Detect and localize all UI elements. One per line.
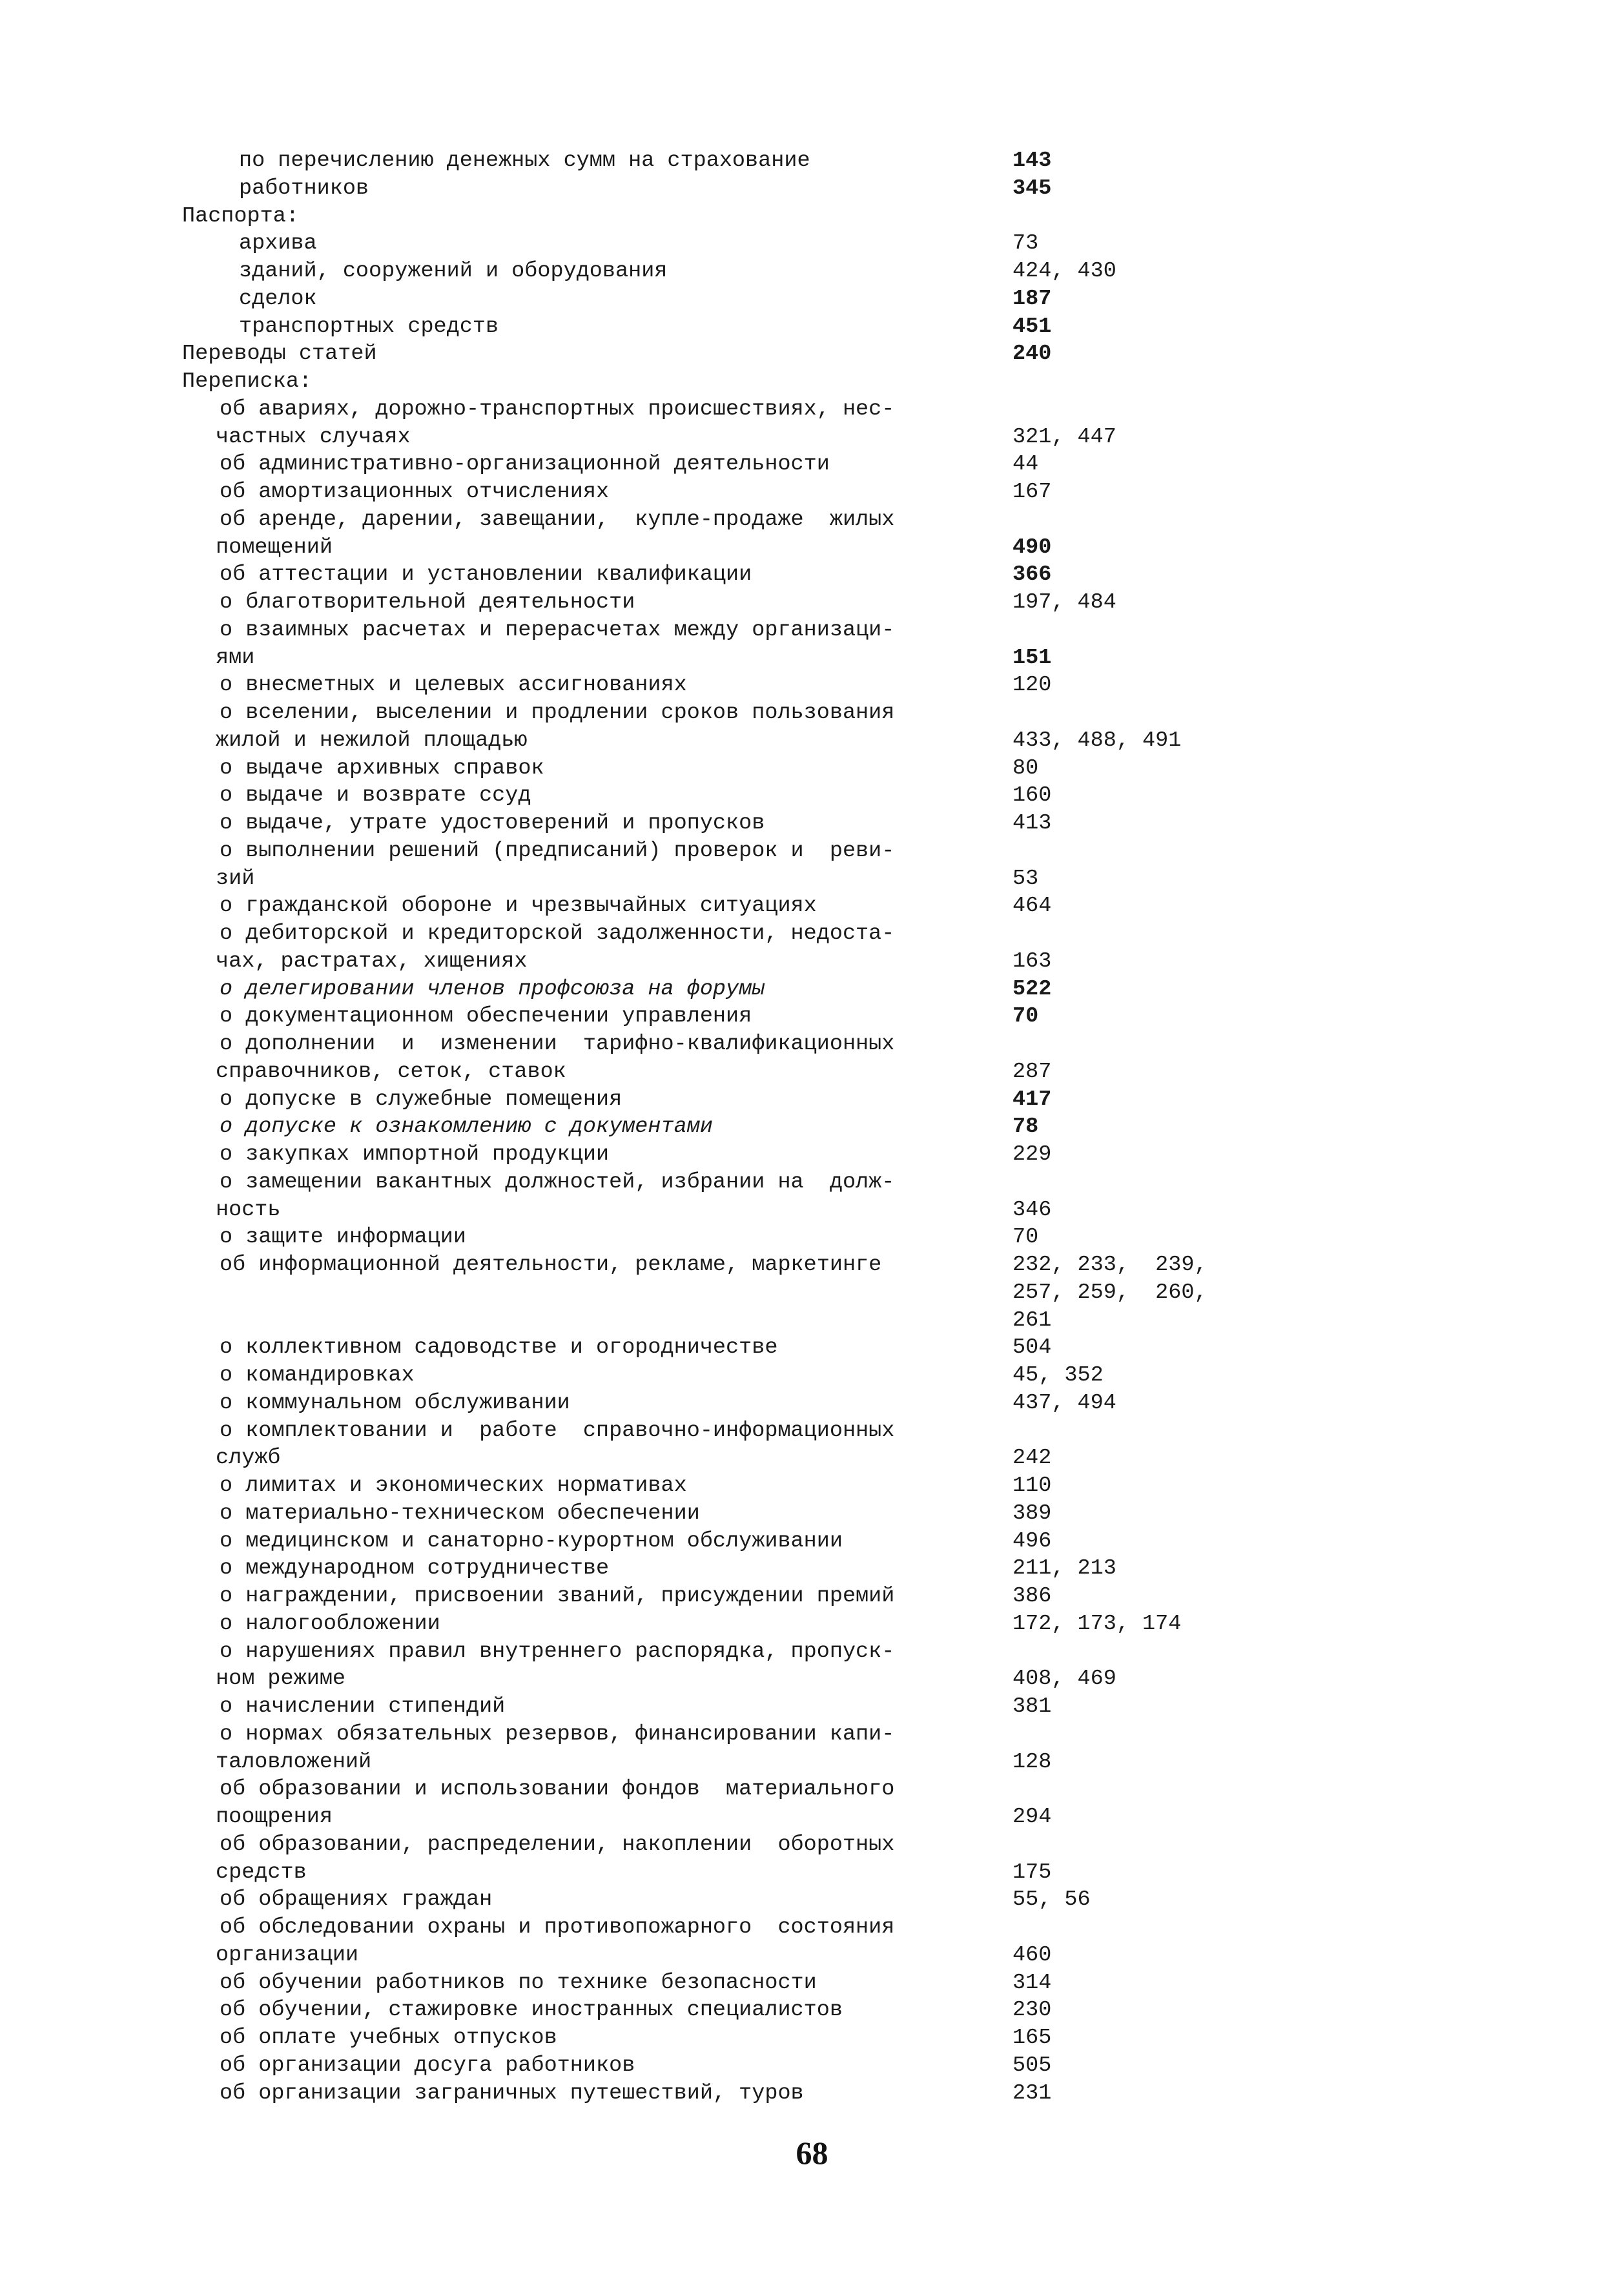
index-entry-pages: 496 [1012, 1528, 1052, 1554]
index-entry-label: Переписка: [182, 369, 313, 394]
index-entry-label: чах, растратах, хищениях [216, 949, 528, 974]
index-entry [180, 1693, 1316, 1721]
index-entry [180, 976, 1316, 1003]
index-entry-label: о нарушениях правил внутреннего распорядка, пропуск- [220, 1639, 895, 1664]
index-entry-label: о делегировании членов профсоюза на форумы [220, 976, 765, 1001]
index-entry-label: ями [216, 645, 255, 670]
index-entry [180, 368, 1316, 396]
index-entry-pages: 232, 233, 239, [1012, 1253, 1208, 1277]
index-entry-label: о материально-техническом обеспечении [220, 1501, 700, 1526]
index-entry [180, 672, 1316, 699]
index-entry [180, 727, 1316, 755]
index-entry [180, 2024, 1316, 2052]
index-entry-label: поощрения [216, 1805, 333, 1829]
index-entry-label: об обучении работников по технике безопасности [220, 1970, 817, 1995]
index-entry [180, 1307, 1316, 1335]
index-entry [180, 920, 1316, 948]
page-number: 68 [796, 2135, 828, 2171]
index-entry [180, 1997, 1316, 2024]
index-entry [180, 1776, 1316, 1803]
index-entry [180, 1831, 1316, 1859]
index-entry [180, 1942, 1316, 1969]
index-entry-pages: 229 [1012, 1142, 1052, 1167]
index-entry [180, 1803, 1316, 1831]
index-entry-label: о международном сотрудничестве [220, 1556, 610, 1581]
index-entry-label: Паспорта: [182, 203, 299, 229]
index-entry-pages: 464 [1012, 894, 1052, 919]
index-entry-pages: 230 [1012, 1998, 1052, 2023]
index-entry [180, 2080, 1316, 2108]
index-entry [180, 1251, 1316, 1279]
index-entry [180, 1169, 1316, 1196]
index-entry [180, 340, 1316, 368]
index-entry-label: сделок [239, 286, 317, 311]
index-entry [180, 285, 1316, 313]
index-entry-label: о коммунальном обслуживании [220, 1390, 570, 1415]
index-entry-pages: 242 [1012, 1446, 1052, 1471]
index-entry [180, 1362, 1316, 1390]
index-entry [180, 175, 1316, 203]
index-entry-label: о выдаче и возврате ссуд [220, 783, 531, 808]
index-entry [180, 396, 1316, 424]
index-entry [180, 1031, 1316, 1058]
index-entry-pages: 417 [1012, 1087, 1052, 1112]
index-entry-label: жилой и нежилой площадью [216, 728, 528, 753]
index-entry-pages: 128 [1012, 1749, 1052, 1774]
index-entry-label: об обращениях граждан [220, 1887, 493, 1913]
index-entry [180, 644, 1316, 672]
index-entry-label: об образовании, распределении, накоплении оборотных [220, 1832, 895, 1857]
index-entry-label: о начислении стипендий [220, 1694, 506, 1719]
index-entry [180, 230, 1316, 258]
index-entry-pages: 366 [1012, 562, 1052, 588]
index-entry [180, 2052, 1316, 2080]
index-entry-pages: 45, 352 [1012, 1363, 1104, 1388]
index-entry [180, 1058, 1316, 1086]
index-entry-pages: 110 [1012, 1474, 1052, 1498]
index-entry-label: об организации заграничных путешествий, туров [220, 2080, 804, 2106]
index-entry-pages: 424, 430 [1012, 259, 1116, 283]
index-entry-label: о награждении, присвоении званий, присуждении премий [220, 1584, 895, 1608]
index-entry [180, 1003, 1316, 1031]
index-entry-pages: 386 [1012, 1584, 1052, 1608]
index-entry [180, 1224, 1316, 1251]
index-entry-pages: 345 [1012, 176, 1052, 201]
index-entry-label: о вселении, выселении и продлении сроков пользования [220, 701, 895, 725]
index-entry-pages: 460 [1012, 1942, 1052, 1967]
index-entry-label: о взаимных расчетах и перерасчетах между организаци- [220, 617, 895, 642]
index-entry [180, 617, 1316, 644]
index-entry-pages: 55, 56 [1012, 1887, 1091, 1913]
index-entry-pages: 197, 484 [1012, 590, 1116, 615]
index-entry [180, 424, 1316, 451]
index-entry [180, 837, 1316, 865]
index-entry-label: о закупках импортной продукции [220, 1142, 610, 1167]
index-entry-label: Переводы статей [182, 342, 377, 367]
index-entry-label: справочников, сеток, ставок [216, 1059, 566, 1084]
index-entry-pages: 175 [1012, 1860, 1052, 1885]
index-entry-label: о лимитах и экономических нормативах [220, 1474, 687, 1498]
index-entry-label: об авариях, дорожно-транспортных происшествиях, нес- [220, 396, 895, 422]
index-entry [180, 1859, 1316, 1887]
index-entry [180, 1196, 1316, 1224]
index-entry [180, 1721, 1316, 1749]
index-entry-label: организации [216, 1942, 359, 1967]
index-entry-label: о защите информации [220, 1225, 466, 1250]
index-entry-label: об оплате учебных отпусков [220, 2026, 557, 2050]
index-entry [180, 782, 1316, 810]
index-entry-label: об амортизационных отчислениях [220, 480, 610, 504]
index-entry-pages: 78 [1012, 1114, 1039, 1140]
index-entry-pages: 187 [1012, 286, 1052, 311]
index-entry [180, 1969, 1316, 1997]
index-entry-label: работников [239, 176, 369, 201]
index-entry [180, 1444, 1316, 1472]
index-entry [180, 1113, 1316, 1141]
index-entry-label: о выдаче архивных справок [220, 755, 544, 781]
index-entry [180, 534, 1316, 562]
index-entry-pages: 80 [1012, 755, 1039, 781]
index-entry-pages: 70 [1012, 1004, 1039, 1029]
index-entry-label: о допуске к ознакомлению с документами [220, 1114, 713, 1140]
index-entry-pages: 172, 173, 174 [1012, 1611, 1182, 1636]
subject-index [180, 147, 1316, 2107]
index-entry [180, 1638, 1316, 1666]
index-entry-pages: 389 [1012, 1501, 1052, 1526]
index-entry [180, 1086, 1316, 1114]
index-entry-label: зий [216, 866, 255, 891]
index-entry-label: о гражданской обороне и чрезвычайных ситуациях [220, 894, 817, 919]
index-entry-pages: 44 [1012, 452, 1039, 477]
index-entry-label: частных случаях [216, 424, 411, 449]
index-entry [180, 147, 1316, 175]
index-entry-label: о коллективном садоводстве и огородничестве [220, 1335, 778, 1361]
index-entry-pages: 73 [1012, 231, 1039, 256]
index-entry [180, 1886, 1316, 1914]
index-entry [180, 865, 1316, 893]
index-entry-pages: 261 [1012, 1308, 1052, 1333]
index-entry-label: о медицинском и санаторно-курортном обслуживании [220, 1528, 843, 1554]
index-entry-label: таловложений [216, 1749, 372, 1774]
index-entry [180, 755, 1316, 783]
index-entry-pages: 211, 213 [1012, 1556, 1116, 1581]
index-entry [180, 1500, 1316, 1528]
index-entry-pages: 287 [1012, 1059, 1052, 1084]
index-entry-label: по перечислению денежных сумм на страхование [239, 149, 810, 173]
index-entry-label: о дебиторской и кредиторской задолженности, недоста- [220, 921, 895, 946]
index-entry-pages: 505 [1012, 2053, 1052, 2078]
index-entry-label: о благотворительной деятельности [220, 590, 635, 615]
index-entry-label: о замещении вакантных должностей, избрании на долж- [220, 1169, 895, 1195]
index-entry [180, 478, 1316, 506]
index-entry-label: об информационной деятельности, рекламе, маркетинге [220, 1253, 882, 1277]
index-entry [180, 1528, 1316, 1556]
index-entry [180, 1610, 1316, 1638]
index-entry-label: об обучении, стажировке иностранных специалистов [220, 1998, 843, 2023]
index-entry-label: ном режиме [216, 1667, 346, 1692]
index-entry-label: помещений [216, 535, 333, 560]
index-entry [180, 313, 1316, 341]
index-entry [180, 451, 1316, 478]
index-entry [180, 1141, 1316, 1169]
index-entry-pages: 437, 494 [1012, 1390, 1116, 1415]
index-entry-pages: 504 [1012, 1335, 1052, 1361]
index-entry-label: о командировках [220, 1363, 415, 1388]
index-entry-label: средств [216, 1860, 307, 1885]
index-entry-label: о выполнении решений (предписаний) проверок и реви- [220, 838, 895, 863]
index-entry-pages: 240 [1012, 342, 1052, 367]
index-entry-pages: 257, 259, 260, [1012, 1280, 1208, 1305]
index-entry-pages: 151 [1012, 645, 1052, 670]
index-entry [180, 1665, 1316, 1693]
index-entry-pages: 143 [1012, 149, 1052, 173]
index-entry-label: о налогообложении [220, 1611, 440, 1636]
index-entry-pages: 167 [1012, 480, 1052, 504]
index-entry-label: об обследовании охраны и противопожарного состояния [220, 1915, 895, 1940]
index-entry [180, 948, 1316, 976]
index-entry-pages: 163 [1012, 949, 1052, 974]
index-entry-pages: 160 [1012, 783, 1052, 808]
index-entry-pages: 522 [1012, 976, 1052, 1001]
index-entry-pages: 231 [1012, 2080, 1052, 2106]
index-entry [180, 561, 1316, 589]
index-entry [180, 1472, 1316, 1500]
index-entry-label: транспортных средств [239, 314, 499, 339]
index-entry-pages: 294 [1012, 1805, 1052, 1829]
index-entry [180, 1583, 1316, 1610]
index-entry-pages: 413 [1012, 811, 1052, 836]
index-entry-pages: 70 [1012, 1225, 1039, 1250]
index-entry-pages: 321, 447 [1012, 424, 1116, 449]
index-entry [180, 589, 1316, 617]
index-entry-label: о допуске в служебные помещения [220, 1087, 622, 1112]
index-entry [180, 258, 1316, 285]
index-entry-label: об образовании и использовании фондов материального [220, 1777, 895, 1802]
index-entry-pages: 120 [1012, 673, 1052, 698]
index-entry-label: архива [239, 231, 317, 256]
index-entry [180, 1417, 1316, 1445]
index-entry-label: об административно-организационной деятельности [220, 452, 830, 477]
index-entry-label: об организации досуга работников [220, 2053, 635, 2078]
index-entry-label: о внесметных и целевых ассигнованиях [220, 673, 687, 698]
index-entry-pages: 433, 488, 491 [1012, 728, 1182, 753]
index-entry-label: зданий, сооружений и оборудования [239, 259, 668, 283]
index-entry-label: о документационном обеспечении управления [220, 1004, 752, 1029]
index-entry [180, 1334, 1316, 1362]
index-entry-label: об аренде, дарении, завещании, купле-продаже жилых [220, 507, 895, 532]
index-entry [180, 1390, 1316, 1417]
index-entry-pages: 490 [1012, 535, 1052, 560]
index-entry [180, 699, 1316, 727]
index-entry [180, 810, 1316, 837]
index-entry [180, 892, 1316, 920]
index-entry [180, 1914, 1316, 1942]
index-entry [180, 1279, 1316, 1307]
index-entry-label: о нормах обязательных резервов, финансировании капи- [220, 1721, 895, 1747]
index-entry-label: служб [216, 1446, 281, 1471]
index-entry-pages: 53 [1012, 866, 1039, 891]
index-entry [180, 506, 1316, 534]
index-entry-label: о дополнении и изменении тарифно-квалификационных [220, 1032, 895, 1056]
index-entry-pages: 381 [1012, 1694, 1052, 1719]
index-entry [180, 1749, 1316, 1776]
index-entry-pages: 314 [1012, 1970, 1052, 1995]
index-entry-pages: 346 [1012, 1197, 1052, 1222]
index-entry-pages: 408, 469 [1012, 1667, 1116, 1692]
index-entry-label: о выдаче, утрате удостоверений и пропусков [220, 811, 765, 836]
index-entry [180, 1555, 1316, 1583]
index-entry-pages: 165 [1012, 2026, 1052, 2050]
index-entry-label: о комплектовании и работе справочно-информационных [220, 1418, 895, 1443]
index-entry-label: об аттестации и установлении квалификации [220, 562, 752, 588]
index-entry [180, 203, 1316, 231]
index-entry-label: ность [216, 1197, 281, 1222]
index-entry-pages: 451 [1012, 314, 1052, 339]
